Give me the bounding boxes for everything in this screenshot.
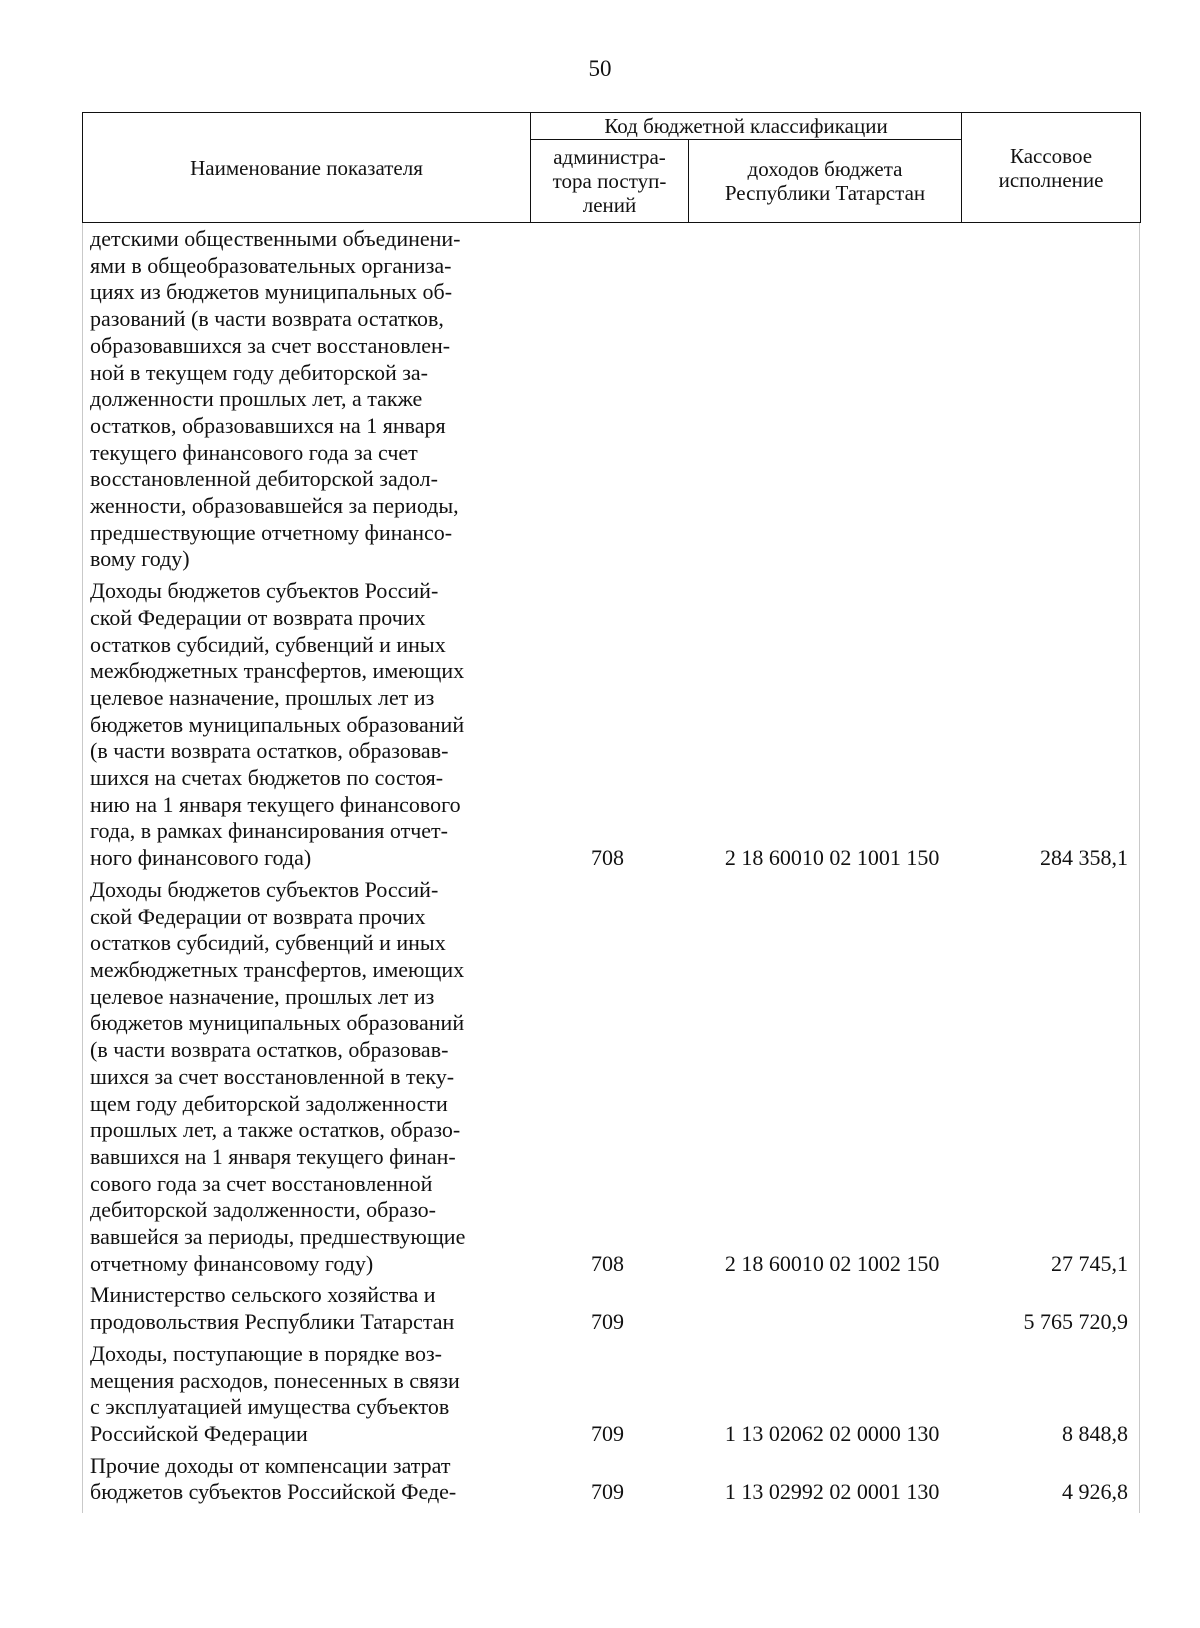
indicator-name-line: вавшейся за периоды, предшествующие [90,1224,466,1250]
table-row [82,1282,1140,1335]
indicator-name-line: ного финансового года) [90,845,312,871]
indicator-name-line: Российской Федерации [90,1420,308,1446]
budget-code-cell: 2 18 60010 02 1002 150 [724,1250,940,1276]
indicator-name-line: с эксплуатацией имущества субъектов [90,1394,450,1420]
budget-code-cell: 2 18 60010 02 1001 150 [724,845,940,871]
indicator-name-line: разований (в части возврата остатков, [90,306,444,332]
header-admin-line: тора поступ- [552,169,667,193]
indicator-name-line: вому году) [90,546,190,572]
admin-code-cell: 709 [591,1309,624,1335]
indicator-name-line: целевое назначение, прошлых лет из [90,684,435,710]
indicator-name-cell [82,1453,518,1506]
header-execution-line: исполнение [998,167,1104,192]
indicator-name-line: Министерство сельского хозяйства и [90,1282,436,1308]
indicator-name-line: отчетному финансовому году) [90,1250,374,1276]
indicator-name-line: циях из бюджетов муниципальных об- [90,279,453,305]
indicator-name-cell [82,877,518,1278]
indicator-name-line: целевое назначение, прошлых лет из [90,983,435,1009]
indicator-name-line: ной в текущем году дебиторской за- [90,359,428,385]
indicator-name-line: бюджетов муниципальных образований [90,711,465,737]
indicator-name-line: остатков субсидий, субвенций и иных [90,631,446,657]
indicator-name-line: детскими общественными объединени- [90,226,461,251]
indicator-name-line: мещения расходов, понесенных в связи [90,1367,460,1393]
indicator-name-line: образовавшихся за счет восстановлен- [90,332,451,358]
indicator-name-line: Доходы, поступающие в порядке воз- [90,1340,442,1366]
indicator-name-cell [82,1341,518,1448]
indicator-name-line: продовольствия Республики Татарстан [90,1309,455,1335]
indicator-name-line: прошлых лет, а также остатков, образо- [90,1117,461,1143]
indicator-name-line: межбюджетных трансфертов, имеющих [90,658,465,684]
indicator-name-line: шихся за счет восстановленной в теку- [90,1063,455,1089]
header-execution-line: Кассовое [1009,143,1093,168]
indicator-name-line: ской Федерации от возврата прочих [90,903,426,929]
table-row [82,1453,1140,1506]
indicator-name-line: межбюджетных трансфертов, имеющих [90,956,465,982]
indicator-name-line: женности, образовавшейся за периоды, [90,493,459,519]
indicator-name-line: вавшихся на 1 января текущего финан- [90,1143,456,1169]
indicator-name-line: сового года за счет восстановленной [90,1170,433,1196]
indicator-name-line: Доходы бюджетов субъектов Россий- [90,578,439,604]
indicator-name-line: Прочие доходы от компенсации затрат [90,1452,451,1478]
header-admin-column [531,140,689,223]
table-row [82,578,1140,872]
cash-execution-cell: 4 926,8 [1062,1479,1128,1505]
admin-code-cell: 709 [591,1420,624,1446]
header-code-column [689,140,962,223]
header-code-line: Республики Татарстан [724,181,926,205]
indicator-name-line: бюджетов субъектов Российской Феде- [90,1479,457,1505]
cash-execution-cell: 27 745,1 [1051,1250,1128,1276]
table-row [82,226,1140,573]
indicator-name-line: остатков, образовавшихся на 1 января [90,412,446,438]
table-body [82,226,1140,1511]
cash-execution-cell: 8 848,8 [1062,1420,1128,1446]
header-admin-line: администра- [553,145,666,169]
header-admin-line: лений [582,193,637,217]
admin-code-cell: 709 [591,1479,624,1505]
indicator-name-line: предшествующие отчетному финансо- [90,519,453,545]
header-code-line: доходов бюджета [747,157,903,181]
indicator-name-line: года, в рамках финансирования отчет- [90,818,448,844]
indicator-name-line: щем году дебиторской задолженности [90,1090,448,1116]
indicator-name-line: текущего финансового года за счет [90,439,418,465]
admin-code-cell: 708 [591,1250,624,1276]
table-row [82,877,1140,1278]
indicator-name-line: бюджетов муниципальных образований [90,1010,465,1036]
indicator-name-line: нию на 1 января текущего финансового [90,791,461,817]
indicator-name-line: остатков субсидий, субвенций и иных [90,930,446,956]
page-number: 50 [588,56,612,81]
indicator-name-cell [82,1282,518,1335]
indicator-name-line: Доходы бюджетов субъектов Россий- [90,876,439,902]
cash-execution-cell: 284 358,1 [1040,845,1128,871]
indicator-name-line: (в части возврата остатков, образовав- [90,738,449,764]
admin-code-cell: 708 [591,845,624,871]
indicator-name-line: шихся на счетах бюджетов по состоя- [90,765,444,791]
indicator-name-cell [82,226,518,573]
indicator-name-line: долженности прошлых лет, а также [90,386,423,412]
cash-execution-cell: 5 765 720,9 [1023,1309,1128,1335]
table-row [82,1341,1140,1448]
indicator-name-line: ями в общеобразовательных организа- [90,252,452,278]
indicator-name-line: дебиторской задолженности, образо- [90,1197,436,1223]
table-header [82,112,1141,223]
header-name-column: Наименование показателя [83,113,531,223]
budget-code-cell: 1 13 02062 02 0000 130 [724,1420,940,1446]
indicator-name-line: восстановленной дебиторской задол- [90,466,438,492]
header-classification-group: Код бюджетной классификации [531,113,962,140]
indicator-name-line: ской Федерации от возврата прочих [90,604,426,630]
budget-code-cell: 1 13 02992 02 0001 130 [724,1479,940,1505]
indicator-name-line: (в части возврата остатков, образовав- [90,1037,449,1063]
header-execution-column [962,113,1141,223]
indicator-name-cell [82,578,518,872]
